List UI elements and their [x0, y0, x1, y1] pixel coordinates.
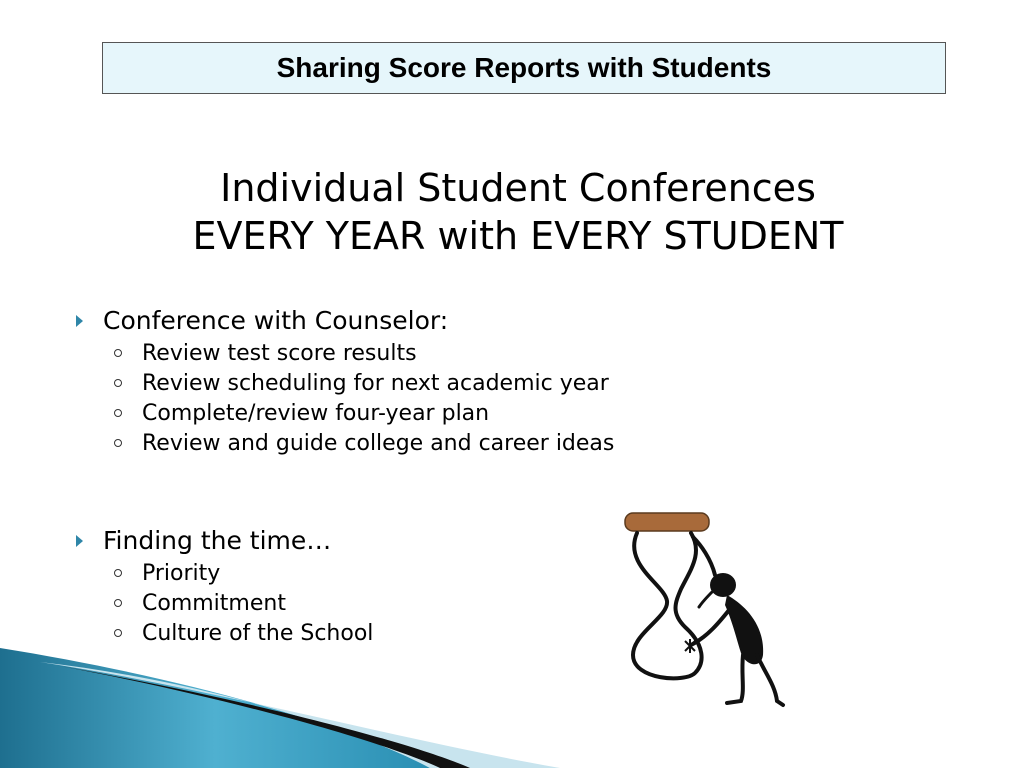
sub-item	[76, 338, 614, 368]
section-conference	[76, 302, 614, 458]
sub-item-label: Review test score results	[142, 340, 417, 366]
heading-line-1: Individual Student Conferences	[220, 166, 816, 210]
ring-bullet-icon	[114, 349, 122, 357]
bullet-item	[76, 522, 373, 558]
section-finding-time	[76, 522, 373, 648]
bullet-item	[76, 302, 614, 338]
triangle-bullet-icon	[76, 315, 83, 327]
slide-title: Sharing Score Reports with Students	[276, 52, 772, 83]
ring-bullet-icon	[114, 569, 122, 577]
sub-item	[76, 588, 373, 618]
sub-list	[76, 338, 614, 458]
sub-item	[76, 428, 614, 458]
slide-heading	[0, 164, 1024, 260]
bullet-label: Conference with Counselor:	[103, 305, 449, 335]
sub-item	[76, 368, 614, 398]
heading-line-2: EVERY YEAR with EVERY STUDENT	[192, 214, 844, 258]
sub-item-label: Priority	[142, 560, 221, 586]
sub-item-label: Culture of the School	[142, 620, 374, 646]
decorative-wave	[0, 640, 1024, 768]
ring-bullet-icon	[114, 439, 122, 447]
ring-bullet-icon	[114, 599, 122, 607]
sub-item-label: Review scheduling for next academic year	[142, 370, 609, 396]
ring-bullet-icon	[114, 629, 122, 637]
slide-title-banner	[102, 42, 946, 94]
sub-item-label: Commitment	[142, 590, 286, 616]
ring-bullet-icon	[114, 379, 122, 387]
sub-item	[76, 398, 614, 428]
sub-list	[76, 558, 373, 648]
sub-item-label: Complete/review four-year plan	[142, 400, 490, 426]
ring-bullet-icon	[114, 409, 122, 417]
sub-item	[76, 558, 373, 588]
sub-item-label: Review and guide college and career ideas	[142, 430, 615, 456]
bullet-label: Finding the time…	[103, 525, 332, 555]
triangle-bullet-icon	[76, 535, 83, 547]
